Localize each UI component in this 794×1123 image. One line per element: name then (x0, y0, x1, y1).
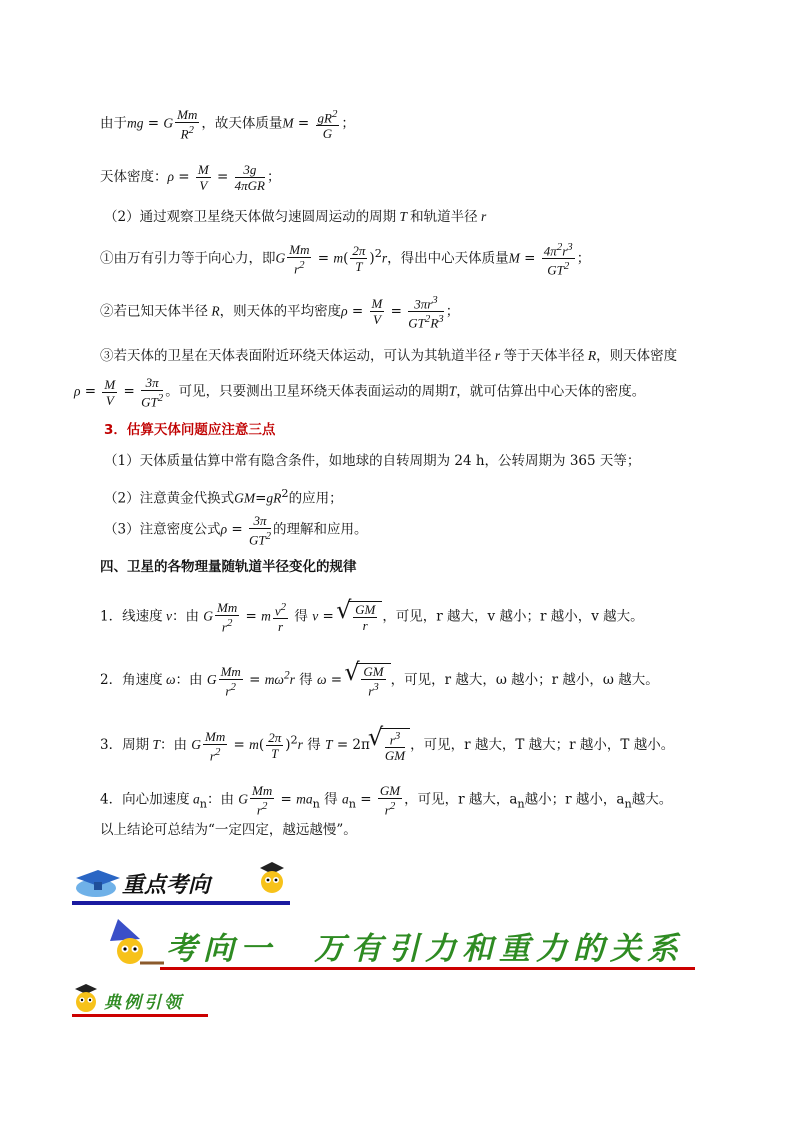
divider (72, 901, 290, 905)
text: 和轨道半径 (410, 209, 478, 225)
text: 2．角速度 (100, 672, 163, 689)
text: ③若天体的卫星在天体表面附近环绕天体运动，可认为其轨道半径 (100, 348, 492, 364)
graduation-cap-icon (72, 864, 122, 900)
fraction: $\frac{Mm}{R^2}$ (177, 107, 198, 142)
divider (72, 1014, 208, 1017)
text: 等于天体半径 (503, 348, 585, 364)
section-heading-variation: 四、卫星的各物理量随轨道半径变化的规律 (100, 559, 357, 575)
text: 3．周期 (100, 737, 150, 754)
text: ，可见，r 越大，T 越大；r 越小，T 越小。 (410, 737, 675, 754)
formula-line-density: 天体密度：ρ = $\frac{M}{V}$ = $\frac{3g}{\text{4πGR}}$ ； (100, 162, 281, 193)
text: ，故天体质量 (201, 115, 283, 132)
rule-centripetal-acceleration: 4．向心加速度 $a_n$：由 G $\frac{Mm}{r^2}$ = $ma_n$ 得 $a_n$ = $\frac{GM}{r^2}$ ，可见，r 越大，$a_n$越小；r 越小，$a_n$越大。 (100, 783, 673, 818)
text: ，则天体密度 (596, 348, 678, 364)
banner-title-key (122, 868, 210, 899)
formula-line-mass-gravity: 由于mg = G $\frac{Mm}{R^2}$ ，故天体质量M = $\frac{gR^2}{G}$ ； (100, 107, 355, 142)
formula-line-avg-density: ②若已知天体半径 R，则天体的平均密度ρ = $\frac{M}{V}$ = $\frac{3\pi r^3}{GT^2R^3}$ ； (100, 294, 460, 331)
conclusion: 以上结论可总结为“一定四定，越远越慢”。 (100, 822, 357, 838)
text: 的理解和应用。 (273, 521, 368, 538)
formula-line-central-mass: ①由万有引力等于向心力，即G $\frac{Mm}{r^2}$ = m( $\frac{2\pi}{T}$ )$^2$r，得出中心天体质量M = $\frac{4\pi^2r^3}{GT^2}$ ； (100, 241, 591, 278)
fraction: $\frac{gR^2}{G}$ (317, 108, 338, 142)
text: 越小；r 越小，a (524, 791, 625, 808)
text: 4．向心加速度 (100, 791, 190, 808)
banner-title-example: 典例引领 (104, 993, 184, 1013)
text: ，就可估算出中心天体的密度。 (456, 383, 646, 400)
text: （3）注意密度公式 (104, 521, 221, 538)
wizard-mascot-icon (100, 915, 166, 971)
text-line-surface-orbit: ③若天体的卫星在天体表面附近环绕天体运动，可认为其轨道半径 r 等于天体半径 R，则天体密度 (100, 348, 678, 364)
direction-one-banner (100, 915, 700, 973)
section-heading-estimate: 3．估算天体问题应注意三点 (104, 422, 276, 438)
text: （2）通过观察卫星绕天体做匀速圆周运动的周期 (104, 209, 397, 225)
text: 的应用； (288, 490, 343, 507)
text: ，可见，r 越大，v 越小；r 越小，v 越大。 (382, 608, 644, 625)
paragraph-3: （3）注意密度公式ρ = $\frac{3\pi}{GT^2}$ 的理解和应用。 (104, 513, 368, 548)
text: ，可见，r 越大，a (404, 791, 518, 808)
divider (160, 967, 695, 970)
banner-title-direction-one: 考向一 万有引力和重力的关系 (166, 931, 684, 967)
text: 天体密度： (100, 169, 168, 185)
text: ，则天体的平均密度 (219, 303, 342, 320)
paragraph-1: （1）天体质量估算中常有隐含条件，如地球的自转周期为 24 h，公转周期为 365 天等； (104, 453, 641, 469)
text: ，得出中心天体质量 (387, 250, 509, 267)
text: 由于 (100, 115, 127, 132)
text: ②若已知天体半径 (100, 303, 208, 320)
mascot-icon (72, 982, 102, 1014)
text: 1．线速度 (100, 608, 163, 625)
text: （2）注意黄金代换式 (104, 490, 235, 507)
text: 重点考向 (122, 872, 211, 898)
mascot-icon (256, 860, 288, 900)
formula-line-surface-density: ρ = $\frac{M}{V}$ = $\frac{3\pi}{GT^2}$ 。可见，只要测出卫星环绕天体表面运动的周期T，就可估算出中心天体的密度。 (74, 375, 646, 410)
text: 越大。 (631, 791, 673, 808)
rule-period: 3．周期 T：由 G $\frac{Mm}{r^2}$ = m( $\frac{2\pi}{T}$ )$^2$r 得 T = 2π √ $\frac{r^3}{GM}$ ，可见，r 越大，T 越大；r 越小，T 越小。 (100, 728, 674, 763)
text-line-observe: （2）通过观察卫星绕天体做匀速圆周运动的周期 T 和轨道半径 r (104, 209, 487, 225)
text: ，可见，r 越大，ω 越小；r 越小，ω 越大。 (390, 672, 659, 689)
rule-angular-velocity: 2．角速度 ω：由 G $\frac{Mm}{r^2}$ = $m\omega^2r$ 得 ω = √ $\frac{GM}{r^3}$ ，可见，r 越大，ω 越小；r 越小，ω 越大。 (100, 663, 659, 698)
text: 。可见，只要测出卫星环绕天体表面运动的周期 (165, 383, 449, 400)
example-banner (72, 980, 212, 1020)
rule-linear-velocity: 1．线速度 v：由 G $\frac{Mm}{r^2}$ = m $\frac{v^2}{r}$ 得 v = √ $\frac{GM}{r}$ ，可见，r 越大，v 越小；r 越小，v 越大。 (100, 600, 644, 634)
text: ①由万有引力等于向心力，即 (100, 250, 276, 267)
paragraph-2: （2）注意黄金代换式$GM=gR^2$的应用； (104, 487, 343, 507)
key-direction-banner (72, 858, 290, 906)
